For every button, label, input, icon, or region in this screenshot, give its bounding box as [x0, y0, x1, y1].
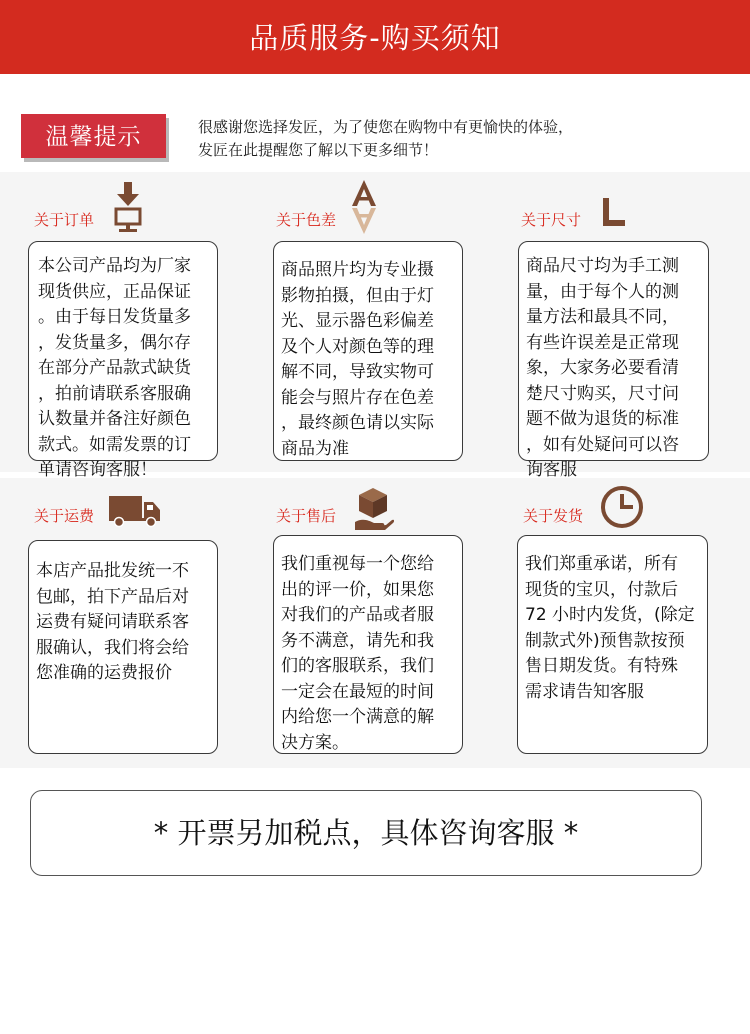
shipping-fee-line: 运费有疑问请联系客: [36, 612, 189, 632]
size-line: 有些许误差是正常现: [526, 332, 679, 353]
size-line: 量方法和最具不同，: [526, 307, 679, 327]
after-sales-line: 我们重视每一个您给: [281, 554, 434, 574]
after-sales-line: 对我们的产品或者服: [281, 605, 434, 625]
delivery-line: 制款式外)预售款按预: [525, 630, 685, 651]
shipping-fee-line: 您准确的运费报价: [36, 663, 172, 683]
order-card: [28, 241, 218, 480]
after-sales-line: 们的客服联系，我们: [281, 656, 434, 676]
delivery-label: 关于发货: [523, 507, 584, 525]
color-line: 商品照片均为专业摄: [281, 260, 434, 280]
tip-tag: 温馨提示: [21, 114, 166, 158]
color-line: 影物拍摄，但由于灯: [281, 285, 434, 306]
color-card: [273, 241, 463, 461]
order-line: 在部分产品款式缺货: [38, 358, 191, 378]
delivery-card: [517, 535, 708, 754]
intro-text: [198, 116, 718, 162]
hand-box-icon: [352, 486, 394, 536]
truck-icon: [108, 494, 162, 532]
color-line: 能会与照片存在色差: [281, 387, 434, 408]
ruler-l-icon: [601, 196, 627, 232]
size-text: [526, 254, 679, 484]
order-line: 。由于每日发货量多: [38, 307, 191, 327]
size-line: 商品尺寸均为手工测: [526, 256, 679, 276]
size-line: 象，大家务必要看清: [526, 358, 679, 378]
shipping-fee-line: 包邮，拍下产品后对: [36, 586, 189, 607]
after-sales-line: 务不满意，请先和我: [281, 630, 434, 651]
order-line: 认数量并备注好颜色: [38, 409, 191, 429]
delivery-line: 72 小时内发货，(除定: [525, 605, 695, 625]
clock-icon: [599, 484, 645, 534]
order-line: 款式。如需发票的订: [38, 434, 191, 455]
page-title: 品质服务-购买须知: [249, 21, 501, 55]
after-sales-line: 一定会在最短的时间: [281, 681, 434, 702]
after-sales-label: 关于售后: [276, 507, 337, 525]
delivery-line: 我们郑重承诺，所有: [525, 554, 678, 574]
color-line: 光、显示器色彩偏差: [281, 311, 434, 331]
delivery-line: 现货的宝贝，付款后: [525, 579, 678, 600]
download-computer-icon: [112, 180, 144, 238]
color-line: ，最终颜色请以实际: [281, 413, 434, 433]
color-line: 及个人对颜色等的理: [281, 336, 434, 357]
size-label: 关于尺寸: [521, 211, 582, 229]
shipping-fee-card: [28, 540, 218, 754]
color-line: 解不同，导致实物可: [281, 362, 434, 382]
intro-line: 发匠在此提醒您了解以下更多细节！: [198, 141, 439, 159]
order-line: 本公司产品均为厂家: [38, 256, 191, 276]
shipping-fee-label: 关于运费: [34, 507, 95, 525]
size-line: 量，由于每个人的测: [526, 281, 679, 302]
color-line: 商品为准: [281, 438, 349, 459]
size-line: ，如有处疑问可以咨: [526, 434, 679, 455]
order-text: [38, 254, 191, 484]
shipping-fee-line: 本店产品批发统一不: [36, 561, 189, 581]
invoice-notice: [30, 790, 702, 876]
size-line: 询客服: [526, 460, 577, 480]
size-line: 楚尺寸购买，尺寸问: [526, 383, 679, 404]
color-text: [281, 258, 434, 462]
delivery-line: 需求请告知客服: [525, 681, 644, 702]
order-line: ，拍前请联系客服确: [38, 383, 191, 404]
color-label: 关于色差: [276, 211, 337, 229]
order-line: ，发货量多，偶尔存: [38, 332, 191, 353]
order-line: 单请咨询客服！: [38, 460, 157, 480]
invoice-notice-text: * 开票另加税点，具体咨询客服 *: [153, 816, 579, 850]
color-a-icon: [349, 178, 379, 240]
delivery-text: [525, 552, 695, 705]
after-sales-text: [281, 552, 434, 756]
order-line: 现货供应，正品保证: [38, 281, 191, 302]
order-label: 关于订单: [34, 211, 95, 229]
shipping-fee-text: [36, 559, 189, 687]
after-sales-card: [273, 535, 463, 754]
after-sales-line: 出的评一价，如果您: [281, 579, 434, 600]
delivery-line: 售日期发货。有特殊: [525, 656, 678, 676]
shipping-fee-line: 服确认，我们将会给: [36, 637, 189, 658]
after-sales-line: 内给您一个满意的解: [281, 707, 434, 727]
size-line: 题不做为退货的标准: [526, 409, 679, 429]
intro-line: 很感谢您选择发匠，为了使您在购物中有更愉快的体验，: [198, 118, 574, 136]
after-sales-line: 决方案。: [281, 732, 349, 753]
size-card: [518, 241, 709, 480]
